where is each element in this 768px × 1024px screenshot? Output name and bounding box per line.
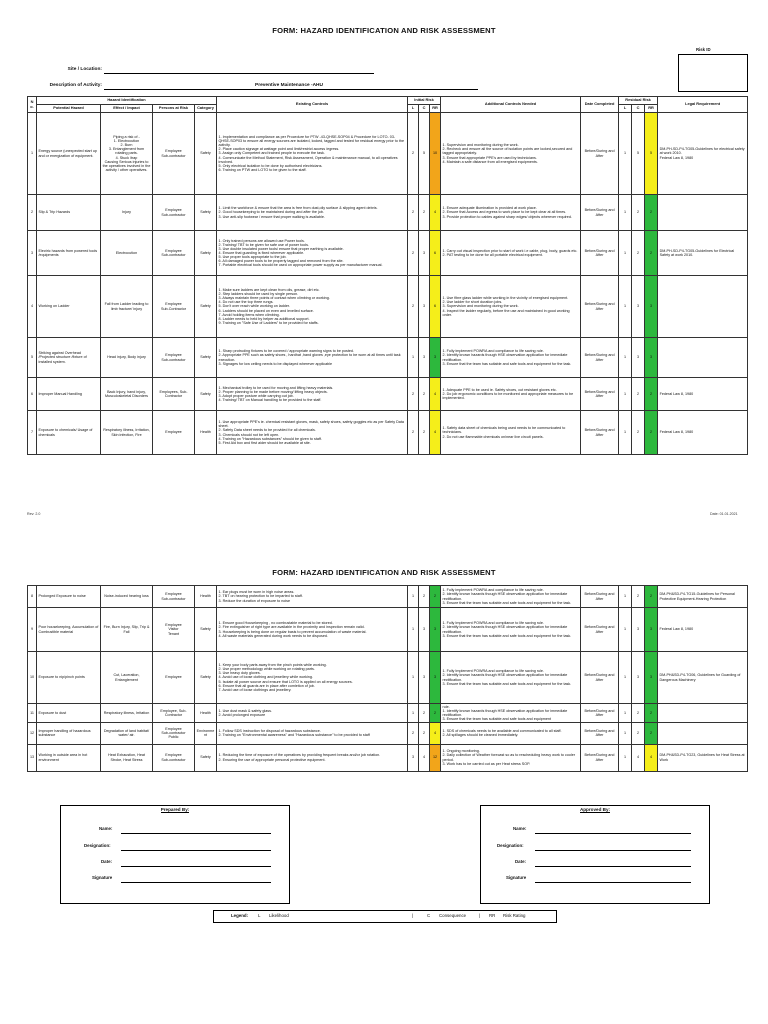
- col-residual-rr: RR: [645, 105, 658, 113]
- col-persons: Persons at Risk: [153, 105, 195, 113]
- site-location-field[interactable]: [104, 73, 374, 74]
- residual-l-cell: 1: [619, 411, 632, 455]
- category-cell: Safety: [195, 195, 217, 231]
- effect-cell: Injury: [101, 195, 153, 231]
- row-number: 3: [28, 231, 37, 276]
- residual-rr-cell: 2: [645, 722, 658, 744]
- approved-name-field[interactable]: [535, 833, 691, 834]
- initial-c-cell: 2: [419, 722, 430, 744]
- col-additional-controls: Additional Controls Needed: [441, 97, 581, 113]
- legend-divider-2: |: [479, 913, 481, 918]
- existing-controls-cell: 1. Reducing the time of exposure of the operatives by providing frequent breaks and/or job rotation. 2. Ensuring the use of appropriate personal protective equipment.: [217, 744, 408, 771]
- potential-hazard-cell: Striking against Overhead /Projected structure /fixture of installed system.: [37, 338, 101, 378]
- effect-cell: Fall from Ladder leading to limb fracture/ injury: [101, 276, 153, 338]
- revision-date: Date: 01.01.2021: [710, 512, 738, 516]
- date-completed-cell: Before/During and After: [581, 276, 619, 338]
- residual-c-cell: 4: [632, 744, 645, 771]
- initial-rr-cell: 12: [430, 744, 441, 771]
- residual-l-cell: 1: [619, 378, 632, 411]
- residual-c-cell: 5: [632, 113, 645, 195]
- table-row: [28, 586, 748, 608]
- persons-at-risk-cell: Employee Sub-Contractor: [153, 276, 195, 338]
- legend-divider-1: |: [412, 913, 414, 918]
- initial-c-cell: 3: [419, 276, 430, 338]
- category-cell: Safety: [195, 744, 217, 771]
- col-potential-hazard: Potential Hazard: [37, 105, 101, 113]
- potential-hazard-cell: Electric hazards from powered tools /equipments: [37, 231, 101, 276]
- risk-table-page1: [27, 96, 748, 455]
- persons-at-risk-cell: Employee Visitor Tenant: [153, 608, 195, 652]
- initial-c-cell: 2: [419, 704, 430, 723]
- existing-controls-cell: 1. Use appropriate PPE's ie. chemical resistant gloves, mask, safety shoes, safety goggles etc as per Safety Data sheet. 2. Safety Data sheet needs to be provided for all chemicals. 3. Chemicals should not be left open. 4. Training on "Hazardous substances" should be given to staff. 5. First Aid box and first aider should be available at site.: [217, 411, 408, 455]
- potential-hazard-cell: Energy source (unexpected start up and or energization of equipment.: [37, 113, 101, 195]
- existing-controls-cell: 1. Ensure good Housekeeping , no combustable material to be stored. 2. Fire extinguisher of right type are available in the proximity and inspection remain valid. 3. Housekeeping is being done on regular basis to prevent accumulation of waste material. 4. All waste materials generated during work needs to be disposed.: [217, 608, 408, 652]
- initial-l-cell: 1: [408, 704, 419, 723]
- prepared-by-title: Prepared By:: [160, 807, 190, 812]
- potential-hazard-cell: Exposure to dust: [37, 704, 101, 723]
- effect-cell: Head injury, Body injury: [101, 338, 153, 378]
- legend: [213, 910, 557, 923]
- table-row: [28, 411, 748, 455]
- date-completed-cell: Before/During and After: [581, 113, 619, 195]
- initial-c-cell: 5: [419, 113, 430, 195]
- residual-rr-cell: 2: [645, 704, 658, 723]
- residual-l-cell: 1: [619, 338, 632, 378]
- residual-rr-cell: 3: [645, 608, 658, 652]
- residual-l-cell: 1: [619, 744, 632, 771]
- risk-table-page2: [27, 585, 748, 772]
- persons-at-risk-cell: Employee Sub-contractor: [153, 586, 195, 608]
- residual-c-cell: 2: [632, 704, 645, 723]
- initial-rr-cell: 3: [430, 338, 441, 378]
- col-initial-risk: Initial Risk: [408, 97, 441, 105]
- residual-l-cell: 1: [619, 113, 632, 195]
- legal-requirement-cell: [658, 704, 748, 723]
- initial-c-cell: 2: [419, 195, 430, 231]
- date-completed-cell: Before/During and After: [581, 411, 619, 455]
- additional-controls-cell: 1. Safety data sheet of chemicals being used needs to be communicated to technicians. 2. Do not use flammable chemicals on/near live circuit panels.: [441, 411, 581, 455]
- date-completed-cell: Before/During and After: [581, 652, 619, 704]
- col-initial-c: C: [419, 105, 430, 113]
- legal-requirement-cell: [658, 195, 748, 231]
- row-number: 1: [28, 113, 37, 195]
- potential-hazard-cell: Exposure to nip/pinch points: [37, 652, 101, 704]
- legal-requirement-cell: [658, 722, 748, 744]
- initial-l-cell: 1: [408, 586, 419, 608]
- date-completed-cell: Before/During and After: [581, 231, 619, 276]
- residual-l-cell: 1: [619, 276, 632, 338]
- legal-requirement-cell: [658, 338, 748, 378]
- legend-c-text: Consequence: [439, 913, 467, 918]
- row-number: 8: [28, 586, 37, 608]
- initial-c-cell: 2: [419, 411, 430, 455]
- initial-l-cell: 2: [408, 276, 419, 338]
- approved-by-box: [480, 805, 710, 904]
- residual-l-cell: 1: [619, 722, 632, 744]
- category-cell: Environment: [195, 722, 217, 744]
- residual-c-cell: 2: [632, 411, 645, 455]
- activity-label: Description of Activity:: [49, 83, 102, 88]
- persons-at-risk-cell: Employees, Sub-Contractor: [153, 378, 195, 411]
- residual-rr-cell: 4: [645, 744, 658, 771]
- initial-rr-cell: 2: [430, 704, 441, 723]
- persons-at-risk-cell: Employee Sub-contractor: [153, 195, 195, 231]
- persons-at-risk-cell: Employee Sub-contractor: [153, 744, 195, 771]
- initial-c-cell: 3: [419, 652, 430, 704]
- initial-l-cell: 1: [408, 652, 419, 704]
- legal-requirement-cell: Federal Law 8, 1980: [658, 608, 748, 652]
- additional-controls-cell: 1. Use fibre glass ladder while working in the vicinity of energised equipment. 2. Use ladder for short duration jobs. 3. Supervision and monitoring during the work. 4. Inspect the ladder regularly, before the use and maintained in good working order.: [441, 276, 581, 338]
- prepared-name-field[interactable]: [121, 833, 271, 834]
- table-row: [28, 652, 748, 704]
- col-legal: Legal Requirement: [658, 97, 748, 113]
- additional-controls-cell: 1. Fully Implement POWRA and compliance to life saving rule. 2. Identify known hazards though HSE observation application for immediate rectification. 3. Ensure that the team has suitable and safe tools and equipment for the task.: [441, 652, 581, 704]
- initial-rr-cell: 6: [430, 276, 441, 338]
- category-cell: Health: [195, 411, 217, 455]
- initial-c-cell: 2: [419, 378, 430, 411]
- initial-l-cell: 2: [408, 195, 419, 231]
- residual-c-cell: 3: [632, 338, 645, 378]
- additional-controls-cell: 1. SDS of chemicals needs to be available and communicated to all staff. 2. All spillages should be cleaned immediately.: [441, 722, 581, 744]
- col-residual-c: C: [632, 105, 645, 113]
- residual-l-cell: 1: [619, 652, 632, 704]
- initial-rr-cell: 4: [430, 411, 441, 455]
- residual-c-cell: 3: [632, 276, 645, 338]
- legal-requirement-cell: DM-PH&SD-P4-TG23, Guidelines for Heat Stress at Work: [658, 744, 748, 771]
- prepared-signature-label: Signature: [92, 875, 113, 880]
- category-cell: Health: [195, 704, 217, 723]
- legal-requirement-cell: Federal Law 8, 1980: [658, 411, 748, 455]
- persons-at-risk-cell: Employee Sub-contractor: [153, 338, 195, 378]
- residual-rr-cell: 2: [645, 586, 658, 608]
- date-completed-cell: Before/During and After: [581, 338, 619, 378]
- additional-controls-cell: 1. Ensure adequate illumination is provided at work place. 2. Ensure that Access and egress to work place to be kept clear at all times. 3. Provide protection to cables against sharp edges/ objects wherever required.: [441, 195, 581, 231]
- potential-hazard-cell: Improper Manual Handling: [37, 378, 101, 411]
- prepared-designation-label: Designation:: [84, 843, 111, 848]
- existing-controls-cell: 1. Follow SDS instruction for disposal of hazardous substance. 2. Training on "Environmental awareness" and "Hazardous substance" to be provided to staff: [217, 722, 408, 744]
- potential-hazard-cell: Slip & Trip Hazards: [37, 195, 101, 231]
- approved-date-field[interactable]: [535, 866, 691, 867]
- row-number: 4: [28, 276, 37, 338]
- residual-l-cell: 1: [619, 608, 632, 652]
- additional-controls-cell: 1. Supervision and monitoring during the work. 2. Recheck and ensure all the source of isolation points are locked,secured and tagged appropriately. 3. Ensure that appropriate PPE's are used by technicians. 4. Maintain a safe distance from all energised equipments.: [441, 113, 581, 195]
- existing-controls-cell: 1. Implementation and compliance as per Procedure for PTW -43-QHSE-SOP04 & Procedure for LOTO- 03-QHSE-SOP03 to ensure all energy sources are isolated, locked, tagged and tested for residual energy prior to the activity. 2. Place caution signage at wattage point and limit/restrict access /egress. 3. Assign only Competent and trained people to execute the task. 4. Communicate the Method Statement, Risk Assessment, Operation & maintenance manual, to all operatives involved. 5. Only electrical isolation to be done by authorised electricians. 6. Training on PTW and LOTO to be given to the staff.: [217, 113, 408, 195]
- effect-cell: Back Injury, hand injury, Musculoskeletal Disorders: [101, 378, 153, 411]
- residual-rr-cell: 5: [645, 113, 658, 195]
- initial-l-cell: 1: [408, 338, 419, 378]
- initial-c-cell: 2: [419, 586, 430, 608]
- residual-c-cell: 2: [632, 722, 645, 744]
- existing-controls-cell: 1. Make sure ladders are kept clean from oils, grease, dirt etc. 2. Step ladders should be used by single person. 3. Always maintain three points of contact when climbing or working. 4. Do not use the top three rungs. 5. Don't over reach while working on ladder. 6. Ladders should be placed on even and levelled surface. 7. Avoid holding items when climbing. 8. Ladder needs to held by helper as additional support. 9. Training on "Safe Use of Ladders" to be provided for staffs.: [217, 276, 408, 338]
- category-cell: Safety: [195, 231, 217, 276]
- category-cell: Safety: [195, 276, 217, 338]
- legend-rr-text: Risk Rating: [503, 913, 526, 918]
- initial-l-cell: 2: [408, 722, 419, 744]
- col-category: Category: [195, 105, 217, 113]
- persons-at-risk-cell: Employee: [153, 652, 195, 704]
- persons-at-risk-cell: Employee: [153, 411, 195, 455]
- potential-hazard-cell: Improper handling of hazardous substance: [37, 722, 101, 744]
- residual-l-cell: 1: [619, 195, 632, 231]
- col-effect: Effect / Impact: [101, 105, 153, 113]
- approved-signature-label: Signature: [506, 875, 527, 880]
- residual-c-cell: 2: [632, 378, 645, 411]
- existing-controls-cell: 1. Use dust mask & safety glass. 2. Avoid prolonged exposure: [217, 704, 408, 723]
- row-number: 10: [28, 652, 37, 704]
- table-row: [28, 195, 748, 231]
- approved-designation-field[interactable]: [535, 850, 691, 851]
- initial-c-cell: 4: [419, 744, 430, 771]
- initial-l-cell: 1: [408, 608, 419, 652]
- residual-rr-cell: 2: [645, 411, 658, 455]
- existing-controls-cell: 1. Keep your body parts away from the pinch points while working. 2. Use proper methodology while working on rotating parts. 3. Use heavy duty gloves. 4. Avoid use of loose clothing and jewellery while working. 5. Isolate all power source and ensure that LOTO is applied on all energy sources. 6. Ensure that all guards are in place after comletion of job. 7. Avoid use of loose clothings and jewellery.: [217, 652, 408, 704]
- persons-at-risk-cell: Employee, Sub-Contractor: [153, 704, 195, 723]
- col-no: No.: [28, 97, 37, 113]
- existing-controls-cell: 1. Sharp protruding fixtures to be covered / appropriate warning signs to be posted. 2. Appropriate PPE such as safety shoes , hardhat ,hand gloves ,eye protection to be worn at all times until task execution. 3. Signages for low ceiling needs to be displayed wherever applicable: [217, 338, 408, 378]
- residual-rr-cell: 2: [645, 231, 658, 276]
- risk-id-label: Risk ID: [696, 47, 711, 52]
- date-completed-cell: Before/During and After: [581, 608, 619, 652]
- table-row: [28, 704, 748, 723]
- initial-rr-cell: 3: [430, 652, 441, 704]
- row-number: 2: [28, 195, 37, 231]
- row-number: 13: [28, 744, 37, 771]
- residual-c-cell: 2: [632, 195, 645, 231]
- additional-controls-cell: 1. Fully implement POWRA and compliance to life saving rule. 2. Identify known hazards though HSE observation application for immediate rectification. 3. Ensure that the team has suitable and safe tools and equipment for the task.: [441, 338, 581, 378]
- col-date-completed: Date Completed: [581, 97, 619, 113]
- additional-controls-cell: rule. 1. Identify known hazards though HSE observation application for immediate rectification. 3. Ensure that the team has suitable and safe tools and equipment: [441, 704, 581, 723]
- revision-label: Rev: 2.0: [27, 512, 41, 516]
- residual-rr-cell: 2: [645, 195, 658, 231]
- page-title-2: FORM: HAZARD IDENTIFICATION AND RISK ASSESSMENT: [272, 568, 496, 577]
- effect-cell: Cut, Laceration, Entanglement: [101, 652, 153, 704]
- table-row: [28, 113, 748, 195]
- category-cell: Safety: [195, 608, 217, 652]
- activity-value: Preventive Maintenance -AHU: [255, 83, 323, 88]
- residual-l-cell: 1: [619, 586, 632, 608]
- residual-c-cell: 3: [632, 608, 645, 652]
- row-number: 5: [28, 338, 37, 378]
- prepared-name-label: Name:: [99, 826, 113, 831]
- col-residual-l: L: [619, 105, 632, 113]
- additional-controls-cell: 1. Fully implement POWRA and compliance to life saving rule. 2. Identify known hazards though HSE observation application for immediate rectification. 3. Ensure that the team has suitable and safe tools and equipment for the task.: [441, 586, 581, 608]
- col-hazard-identification: Hazard Identification: [37, 97, 217, 105]
- prepared-date-field[interactable]: [121, 866, 271, 867]
- effect-cell: Respiratory illness, Irritation: [101, 704, 153, 723]
- table-row: [28, 338, 748, 378]
- initial-c-cell: 3: [419, 231, 430, 276]
- initial-rr-cell: 4: [430, 378, 441, 411]
- initial-rr-cell: 10: [430, 113, 441, 195]
- col-existing-controls: Existing Controls: [217, 97, 408, 113]
- potential-hazard-cell: Poor housekeeping, Accumulation of Combustible material: [37, 608, 101, 652]
- legend-l: L: [258, 913, 261, 918]
- activity-field[interactable]: [104, 89, 478, 90]
- table-row: [28, 378, 748, 411]
- date-completed-cell: Before/During and After: [581, 722, 619, 744]
- residual-l-cell: 1: [619, 704, 632, 723]
- legal-requirement-cell: DM-PH&SD-P4-TG06, Guidelines for Guarding of Dangerous Machinery: [658, 652, 748, 704]
- legal-requirement-cell: DM-PH&SD-P4-TG15-Guidelines for Personal Protective Equipment-Hearing Protection: [658, 586, 748, 608]
- row-number: 6: [28, 378, 37, 411]
- residual-rr-cell: 3: [645, 338, 658, 378]
- effect-cell: Degradation of land habitat/ water/ air.: [101, 722, 153, 744]
- existing-controls-cell: 1. Limit the workforce & ensure that the area is free from dust,oily surface & slipping agent debris. 2. Good housekeeping to be maintained during and after the job. 3. Use anti-slip footwear / ensure that proper walking is available.: [217, 195, 408, 231]
- legal-requirement-cell: DM-PH-SD-P4-TG05-Guidelines for electrical safety at work 2010. Federal Law 8, 1980: [658, 113, 748, 195]
- residual-c-cell: 2: [632, 586, 645, 608]
- additional-controls-cell: 1. Ongoing monitoring. 2. Daily collection of Weather forecast so as to rescheduling heavy work to cooler period. 3. Work has to be carried out as per Heat stress SOP.: [441, 744, 581, 771]
- existing-controls-cell: 1. Only trained persons are allowed use Power tools. 2. Training/ TBT to be given for safe use of power tools. 3. Use double insulated power tools/ ensure that proper earthing is available. 4. Ensure that guarding is fixed wherever applicable. 5. Use proper tools appropriate to the job. 6. All damaged power tools to be properly tagged and removed from the site. 7. Portable electrical tools should be used on appropriate power supply as per manufacturer manual.: [217, 231, 408, 276]
- col-initial-l: L: [408, 105, 419, 113]
- effect-cell: Piping a risk of - 1. Electrocution 2. Burn 3. Entanglement from rotating parts. 4. Stuck /trap Causing Serious injuries to the operatives involved in the activity / other operatives.: [101, 113, 153, 195]
- residual-l-cell: 1: [619, 231, 632, 276]
- prepared-signature-field[interactable]: [121, 882, 271, 883]
- date-completed-cell: Before/During and After: [581, 586, 619, 608]
- initial-rr-cell: 4: [430, 195, 441, 231]
- initial-c-cell: 3: [419, 608, 430, 652]
- row-number: 9: [28, 608, 37, 652]
- prepared-date-label: Date:: [101, 859, 112, 864]
- residual-rr-cell: 2: [645, 378, 658, 411]
- risk-id-box[interactable]: [678, 54, 748, 92]
- table-row: [28, 744, 748, 771]
- table-row: [28, 231, 748, 276]
- table-row: [28, 608, 748, 652]
- approved-date-label: Date:: [515, 859, 526, 864]
- date-completed-cell: Before/During and After: [581, 195, 619, 231]
- row-number: 7: [28, 411, 37, 455]
- residual-c-cell: 3: [632, 652, 645, 704]
- table-row: [28, 722, 748, 744]
- legal-requirement-cell: [658, 276, 748, 338]
- residual-c-cell: 2: [632, 231, 645, 276]
- effect-cell: Fire, Burn Injury, Slip, Trip & Fall: [101, 608, 153, 652]
- effect-cell: Heat Exhaustion, Heat Stroke, Heat Stress: [101, 744, 153, 771]
- potential-hazard-cell: Exposure to chemicals/ Usage of chemicals: [37, 411, 101, 455]
- table-row: [28, 276, 748, 338]
- initial-l-cell: 2: [408, 231, 419, 276]
- potential-hazard-cell: Working in outside area in hot environment: [37, 744, 101, 771]
- initial-l-cell: 3: [408, 744, 419, 771]
- potential-hazard-cell: Prolonged Exposure to noise: [37, 586, 101, 608]
- category-cell: Safety: [195, 652, 217, 704]
- page-title: FORM: HAZARD IDENTIFICATION AND RISK ASSESSMENT: [272, 26, 496, 35]
- date-completed-cell: Before/During and After: [581, 378, 619, 411]
- persons-at-risk-cell: Employee Sub-contractor: [153, 113, 195, 195]
- date-completed-cell: Before/During and After: [581, 744, 619, 771]
- approved-signature-field[interactable]: [535, 882, 691, 883]
- row-number: 12: [28, 722, 37, 744]
- prepared-designation-field[interactable]: [121, 850, 271, 851]
- approved-name-label: Name:: [513, 826, 527, 831]
- persons-at-risk-cell: Employee Sub-contractor Public: [153, 722, 195, 744]
- initial-rr-cell: 2: [430, 586, 441, 608]
- residual-rr-cell: 3: [645, 652, 658, 704]
- initial-l-cell: 2: [408, 411, 419, 455]
- prepared-by-box: [60, 805, 290, 904]
- initial-c-cell: 3: [419, 338, 430, 378]
- additional-controls-cell: 1. Adequate PPE to be used ie. Safety shoes, cut resistant gloves etc. 2. Do job ergonomic conditions to be monitored and appropriate measures to be implemented.: [441, 378, 581, 411]
- category-cell: Safety: [195, 338, 217, 378]
- effect-cell: Noise-induced hearing loss: [101, 586, 153, 608]
- category-cell: Health: [195, 586, 217, 608]
- legend-c: C: [427, 913, 431, 918]
- residual-rr-cell: 3: [645, 276, 658, 338]
- category-cell: Safety: [195, 378, 217, 411]
- existing-controls-cell: 1. Mechanical trolley to be used for moving and lifting heavy materials. 2. Proper planning to be made before moving/ lifting heavy objects. 3. Adopt proper posture while carrying out job. 4. Training/ TBT on Manual handling to be provided to the staff.: [217, 378, 408, 411]
- existing-controls-cell: 1. Ear plugs must be worn in high noise areas. 2. TBT on hearing protection to be imparted to staff. 3. Reduce the duration of exposure to noise: [217, 586, 408, 608]
- col-initial-rr: RR: [430, 105, 441, 113]
- approved-by-title: Approved By:: [579, 807, 611, 812]
- potential-hazard-cell: Working on Ladder: [37, 276, 101, 338]
- additional-controls-cell: 1. Carry out visual inspection prior to start of work i.e cable, plug, body, guards etc. 2. PAT testing to be done for all portable electrical equipment.: [441, 231, 581, 276]
- legal-requirement-cell: DM-PH-SD-P4-TG05-Guidelines for Electrical Safety at work 2010.: [658, 231, 748, 276]
- initial-rr-cell: 3: [430, 608, 441, 652]
- initial-rr-cell: 6: [430, 231, 441, 276]
- legend-label: Legend:: [231, 913, 249, 918]
- effect-cell: Respiratory illness, Irritation, Skin infection, Fire: [101, 411, 153, 455]
- row-number: 11: [28, 704, 37, 723]
- category-cell: Safety: [195, 113, 217, 195]
- date-completed-cell: Before/During and After: [581, 704, 619, 723]
- additional-controls-cell: 1. Fully Implement POWRA and compliance to life saving rule. 2. Identify known hazards though HSE observation application for immediate rectification. 3. Ensure that the team has suitable and safe tools and equipment for the task.: [441, 608, 581, 652]
- approved-designation-label: Designation:: [497, 843, 524, 848]
- initial-rr-cell: 4: [430, 722, 441, 744]
- col-residual-risk: Residual Risk: [619, 97, 658, 105]
- legal-requirement-cell: Federal Law 8, 1980: [658, 378, 748, 411]
- initial-l-cell: 2: [408, 378, 419, 411]
- legend-l-text: Likelihood: [269, 913, 289, 918]
- legend-rr: RR: [489, 913, 496, 918]
- initial-l-cell: 2: [408, 113, 419, 195]
- site-location-label: Site / Location:: [67, 67, 102, 72]
- persons-at-risk-cell: Employee Sub-contractor: [153, 231, 195, 276]
- effect-cell: Electrocution: [101, 231, 153, 276]
